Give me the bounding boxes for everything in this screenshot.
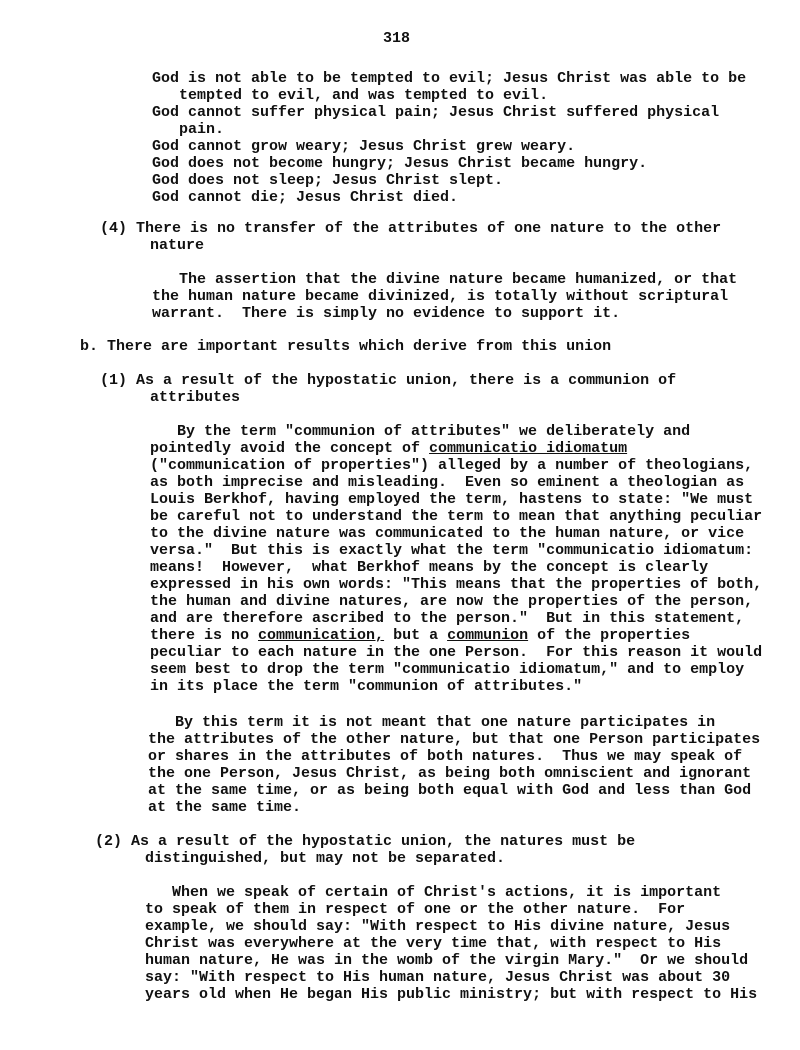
text-line: human nature, He was in the womb of the virgin Mary." Or we should	[145, 952, 749, 969]
point-2-heading: (2) As a result of the hypostatic union, the natures must be	[95, 833, 636, 850]
text-line: warrant. There is simply no evidence to support it.	[152, 305, 621, 322]
text-line: years old when He began His public ministry; but with respect to His	[145, 986, 758, 1003]
text-line: the attributes of the other nature, but that one Person participates	[148, 731, 761, 748]
text-line: By this term it is not meant that one nature participates in	[148, 714, 716, 731]
text-line: peculiar to each nature in the one Person. For this reason it would	[150, 644, 763, 661]
text-line: in its place the term "communion of attributes."	[150, 678, 583, 695]
text-line: pain.	[152, 121, 225, 138]
text-line: as both imprecise and misleading. Even so eminent a theologian as	[150, 474, 745, 491]
text-line: Christ was everywhere at the very time that, with respect to His	[145, 935, 722, 952]
text-segment: but a	[384, 627, 448, 644]
text-line: at the same time.	[148, 799, 302, 816]
text-line: the human and divine natures, are now the properties of the person,	[150, 593, 754, 610]
text-line: or shares in the attributes of both natures. Thus we may speak of	[148, 748, 743, 765]
text-line: ("communication of properties") alleged by a number of theologians,	[150, 457, 754, 474]
text-line: seem best to drop the term "communicatio idiomatum," and to employ	[150, 661, 745, 678]
text-line: tempted to evil, and was tempted to evil.	[152, 87, 549, 104]
point-1-heading-cont: attributes	[150, 389, 241, 406]
text-line: to the divine nature was communicated to the human nature, or vice	[150, 525, 745, 542]
text-line: the human nature became divinized, is totally without scriptural	[152, 288, 729, 305]
text-line: example, we should say: "With respect to His divine nature, Jesus	[145, 918, 731, 935]
text-line: versa." But this is exactly what the term "communicatio idiomatum:	[150, 542, 754, 559]
text-line: God does not become hungry; Jesus Christ became hungry.	[152, 155, 648, 172]
text-line: God cannot suffer physical pain; Jesus Christ suffered physical	[152, 104, 720, 121]
point-4-heading: (4) There is no transfer of the attributes of one nature to the other	[100, 220, 722, 237]
underlined-term: communion	[447, 627, 529, 644]
text-line	[150, 627, 690, 644]
text-line: When we speak of certain of Christ's actions, it is important	[145, 884, 722, 901]
text-line: the one Person, Jesus Christ, as being both omniscient and ignorant	[148, 765, 752, 782]
text-line: The assertion that the divine nature became humanized, or that	[152, 271, 738, 288]
text-line: By the term "communion of attributes" we deliberately and	[150, 423, 691, 440]
text-line: be careful not to understand the term to mean that anything peculiar	[150, 508, 763, 525]
text-line: Louis Berkhof, having employed the term, hastens to state: "We must	[150, 491, 754, 508]
text-line: to speak of them in respect of one or the other nature. For	[145, 901, 686, 918]
text-line: God cannot die; Jesus Christ died.	[152, 189, 459, 206]
text-line: expressed in his own words: "This means that the properties of both,	[150, 576, 763, 593]
text-line: and are therefore ascribed to the person." But in this statement,	[150, 610, 745, 627]
page-number: 318	[383, 30, 411, 47]
point-4-heading-cont: nature	[150, 237, 205, 254]
underlined-term: communication,	[258, 627, 385, 644]
point-2-heading-cont: distinguished, but may not be separated.	[145, 850, 506, 867]
text-line: God does not sleep; Jesus Christ slept.	[152, 172, 504, 189]
text-line: means! However, what Berkhof means by the concept is clearly	[150, 559, 709, 576]
text-line: at the same time, or as being both equal with God and less than God	[148, 782, 752, 799]
underlined-term: communicatio idiomatum	[429, 440, 628, 457]
text-line: God cannot grow weary; Jesus Christ grew weary.	[152, 138, 576, 155]
text-line: God is not able to be tempted to evil; Jesus Christ was able to be	[152, 70, 747, 87]
section-b-heading: b. There are important results which derive from this union	[80, 338, 612, 355]
text-segment: of the properties	[528, 627, 691, 644]
point-1-heading: (1) As a result of the hypostatic union, there is a communion of	[100, 372, 677, 389]
text-line	[150, 440, 627, 457]
text-segment: pointedly avoid the concept of	[150, 440, 430, 457]
text-segment: there is no	[150, 627, 259, 644]
text-line: say: "With respect to His human nature, Jesus Christ was about 30	[145, 969, 731, 986]
